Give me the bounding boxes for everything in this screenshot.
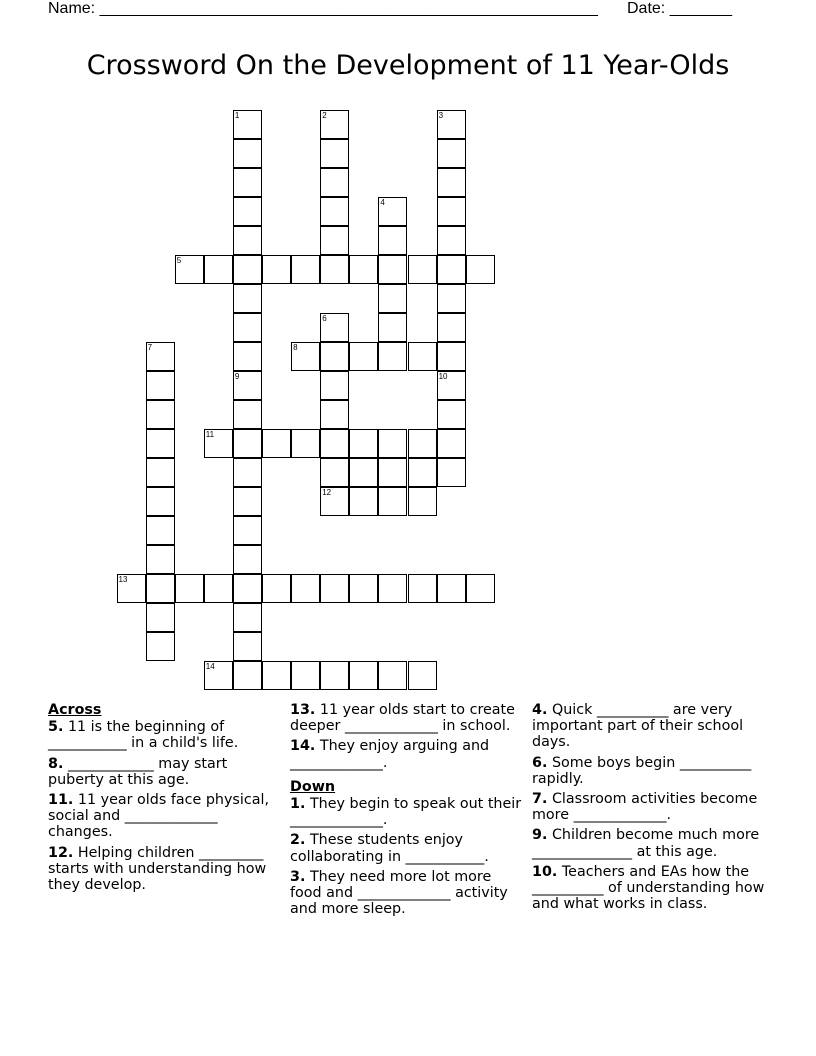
clue-across-8: 8. ____________ may start puberty at this age. (48, 755, 228, 788)
crossword-cell[interactable] (233, 110, 262, 139)
crossword-cell[interactable] (233, 197, 262, 226)
crossword-cell[interactable] (408, 661, 437, 690)
crossword-cell[interactable] (233, 284, 262, 313)
crossword-cell[interactable] (437, 342, 466, 371)
crossword-cell[interactable] (349, 255, 378, 284)
across-heading: Across (48, 702, 102, 718)
clue-number-label: 8 (293, 342, 298, 352)
crossword-cell[interactable] (320, 139, 349, 168)
crossword-cell[interactable] (320, 371, 349, 400)
crossword-cell[interactable] (320, 458, 349, 487)
crossword-cell[interactable] (146, 603, 175, 632)
crossword-cell[interactable] (437, 110, 466, 139)
clue-number-label: 14 (205, 661, 215, 671)
crossword-cell[interactable] (175, 255, 204, 284)
clue-number-label: 13 (118, 574, 128, 584)
crossword-cell[interactable] (378, 197, 407, 226)
crossword-cell[interactable] (146, 487, 175, 516)
clue-number-label: 5 (176, 255, 182, 265)
clue-down-10: 10. Teachers and EAs how the __________ of understanding how and what works in class. (532, 863, 765, 913)
crossword-cell[interactable] (233, 429, 262, 458)
crossword-cell[interactable] (233, 168, 262, 197)
crossword-cell[interactable] (146, 632, 175, 661)
crossword-cell[interactable] (378, 574, 407, 603)
clue-across-11: 11. 11 year olds face physical, social and _____________ changes. (48, 792, 269, 841)
crossword-cell[interactable] (320, 661, 349, 690)
crossword-cell[interactable] (378, 342, 407, 371)
crossword-cell[interactable] (204, 255, 233, 284)
crossword-cell[interactable] (408, 487, 437, 516)
crossword-cell[interactable] (437, 574, 466, 603)
clue-number-label: 9 (234, 371, 240, 381)
crossword-cell[interactable] (378, 661, 407, 690)
crossword-cell[interactable] (233, 516, 262, 545)
crossword-cell[interactable] (320, 313, 349, 342)
crossword-cell[interactable] (320, 255, 349, 284)
crossword-cell[interactable] (437, 139, 466, 168)
crossword-cell[interactable] (320, 429, 349, 458)
clue-across-14: 14. They enjoy arguing and _____________. (290, 738, 490, 771)
clue-number-label: 4 (380, 197, 385, 207)
crossword-cell[interactable] (437, 255, 466, 284)
crossword-cell[interactable] (320, 487, 349, 516)
crossword-cell[interactable] (320, 168, 349, 197)
crossword-cell[interactable] (320, 342, 349, 371)
clue-across-12: 12. Helping children _________ starts with understanding how they develop. (48, 844, 267, 894)
crossword-cell[interactable] (146, 458, 175, 487)
crossword-cell[interactable] (146, 545, 175, 574)
crossword-cell[interactable] (408, 429, 437, 458)
crossword-cell[interactable] (378, 487, 407, 516)
crossword-cell[interactable] (291, 574, 320, 603)
crossword-cell[interactable] (117, 574, 146, 603)
clue-down-7: 7. Classroom activities become more _____________. (532, 791, 758, 824)
crossword-cell[interactable] (233, 545, 262, 574)
crossword-cell[interactable] (378, 226, 407, 255)
crossword-cell[interactable] (146, 516, 175, 545)
crossword-cell[interactable] (437, 371, 466, 400)
crossword-cell[interactable] (437, 197, 466, 226)
crossword-cell[interactable] (349, 342, 378, 371)
page-title: Crossword On the Development of 11 Year-Olds (86, 50, 730, 81)
crossword-cell[interactable] (466, 255, 495, 284)
crossword-cell[interactable] (437, 226, 466, 255)
clues-column-1 (48, 702, 278, 897)
crossword-cell[interactable] (437, 284, 466, 313)
clue-number-label: 1 (234, 110, 240, 120)
clues-column-3 (532, 702, 772, 916)
clue-down-9: 9. Children become much more ______________ at this age. (532, 827, 760, 860)
date-field[interactable]: Date: _______ (627, 0, 732, 17)
crossword-cell[interactable] (320, 226, 349, 255)
crossword-cell[interactable] (204, 661, 233, 690)
crossword-cell[interactable] (233, 458, 262, 487)
clue-number-label: 6 (322, 313, 327, 323)
crossword-cell[interactable] (233, 255, 262, 284)
crossword-cell[interactable] (146, 400, 175, 429)
crossword-cell[interactable] (233, 139, 262, 168)
crossword-cell[interactable] (204, 574, 233, 603)
crossword-cell[interactable] (466, 574, 495, 603)
crossword-cell[interactable] (437, 429, 466, 458)
crossword-cell[interactable] (262, 429, 291, 458)
crossword-cell[interactable] (378, 255, 407, 284)
crossword-cell[interactable] (262, 255, 291, 284)
crossword-cell[interactable] (233, 226, 262, 255)
crossword-cell[interactable] (378, 429, 407, 458)
crossword-cell[interactable] (320, 400, 349, 429)
crossword-cell[interactable] (291, 255, 320, 284)
clue-down-1: 1. They begin to speak out their _____________. (290, 796, 522, 829)
crossword-cell[interactable] (437, 168, 466, 197)
clue-down-3: 3. They need more lot more food and _____________ activity and more sleep. (290, 868, 508, 918)
crossword-cell[interactable] (291, 661, 320, 690)
clue-number-label: 12 (322, 487, 332, 497)
crossword-cell[interactable] (378, 458, 407, 487)
clue-down-2: 2. These students enjoy collaborating in ___________. (290, 832, 489, 865)
crossword-cell[interactable] (233, 313, 262, 342)
crossword-cell[interactable] (291, 429, 320, 458)
crossword-cell[interactable] (378, 284, 407, 313)
crossword-cell[interactable] (146, 342, 175, 371)
crossword-cell[interactable] (233, 603, 262, 632)
crossword-cell[interactable] (378, 313, 407, 342)
crossword-cell[interactable] (233, 400, 262, 429)
crossword-cell[interactable] (291, 342, 320, 371)
crossword-cell[interactable] (204, 429, 233, 458)
crossword-cell[interactable] (320, 197, 349, 226)
crossword-cell[interactable] (349, 661, 378, 690)
crossword-cell[interactable] (146, 371, 175, 400)
crossword-cell[interactable] (320, 110, 349, 139)
crossword-cell[interactable] (408, 255, 437, 284)
crossword-cell[interactable] (408, 574, 437, 603)
crossword-cell[interactable] (437, 400, 466, 429)
crossword-cell[interactable] (262, 661, 291, 690)
crossword-cell[interactable] (437, 458, 466, 487)
clue-number-label: 11 (205, 429, 215, 439)
crossword-cell[interactable] (233, 487, 262, 516)
crossword-cell[interactable] (146, 574, 175, 603)
down-heading: Down (290, 778, 336, 795)
crossword-cell[interactable] (320, 574, 349, 603)
name-field[interactable]: Name: ________________________________________________________ (48, 0, 598, 17)
clue-across-5: 5. 11 is the beginning of ___________ in a child's life. (48, 719, 239, 752)
crossword-cell[interactable] (233, 342, 262, 371)
clue-down-6: 6. Some boys begin __________ rapidly. (532, 754, 752, 787)
crossword-cell[interactable] (175, 574, 204, 603)
clue-number-label: 2 (322, 110, 327, 120)
crossword-cell[interactable] (262, 574, 291, 603)
clue-down-4: 4. Quick __________ are very important part of their school days. (532, 702, 744, 751)
crossword-cell[interactable] (408, 458, 437, 487)
clue-number-label: 3 (438, 110, 444, 120)
crossword-cell[interactable] (437, 313, 466, 342)
clue-number-label: 7 (147, 342, 153, 352)
crossword-cell[interactable] (233, 661, 262, 690)
crossword-cell[interactable] (349, 429, 378, 458)
crossword-cell[interactable] (349, 487, 378, 516)
clue-number-label: 10 (438, 371, 448, 381)
crossword-cell[interactable] (408, 342, 437, 371)
crossword-cell[interactable] (233, 632, 262, 661)
crossword-cell[interactable] (349, 574, 378, 603)
clue-across-13: 13. 11 year olds start to create deeper _____________ in school. (290, 702, 515, 735)
crossword-cell[interactable] (233, 574, 262, 603)
clues-column-2 (290, 702, 522, 921)
crossword-cell[interactable] (349, 458, 378, 487)
crossword-cell[interactable] (233, 371, 262, 400)
crossword-cell[interactable] (146, 429, 175, 458)
